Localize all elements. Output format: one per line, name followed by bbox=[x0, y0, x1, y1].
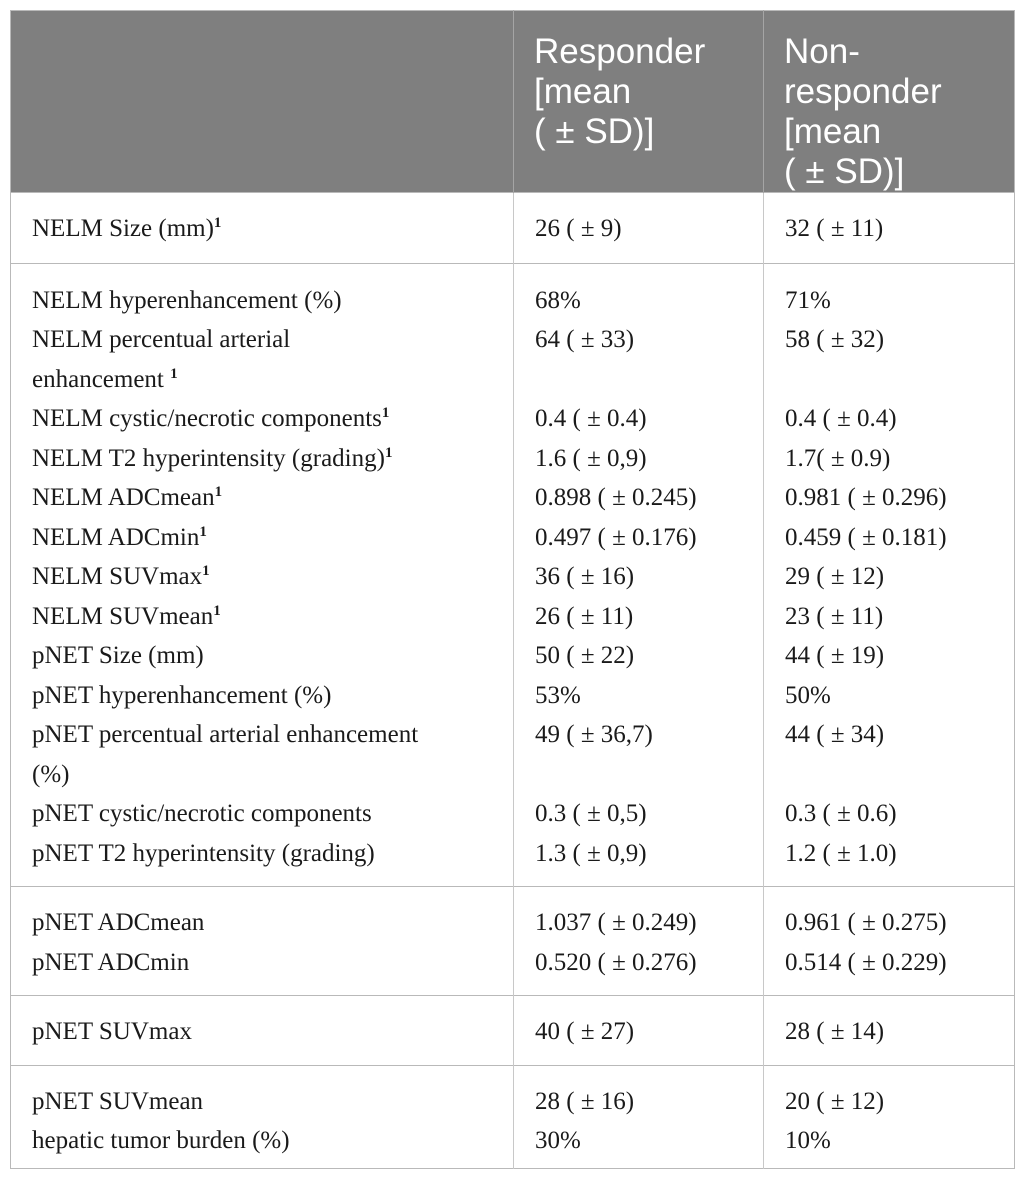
responder-value: 36 ( ± 16) bbox=[535, 563, 635, 590]
nonresponder-value: 0.4 ( ± 0.4) bbox=[785, 405, 897, 432]
row-spacer bbox=[785, 360, 1004, 400]
nonresponder-value: 1.2 ( ± 1.0) bbox=[785, 839, 897, 867]
responder-cell bbox=[514, 263, 764, 887]
nonresponder-value: 0.459 ( ± 0.181) bbox=[785, 523, 947, 551]
responder-value: 0.3 ( ± 0,5) bbox=[535, 800, 647, 827]
parameter-label-text: NELM Size (mm) bbox=[32, 215, 214, 242]
row-spacer bbox=[535, 755, 753, 795]
parameter-label bbox=[32, 1012, 503, 1052]
parameter-label bbox=[32, 834, 503, 874]
table-row-group bbox=[11, 1065, 1015, 1168]
parameter-label bbox=[32, 518, 503, 558]
parameter-label bbox=[32, 439, 503, 479]
footnote-marker: 1 bbox=[214, 484, 223, 500]
table-row-group bbox=[11, 193, 1015, 264]
responder-cell bbox=[514, 996, 764, 1066]
responder-value: 30% bbox=[535, 1127, 581, 1154]
parameter-label-text: NELM ADCmin bbox=[32, 523, 200, 551]
parameter-label-text: pNET SUVmean bbox=[32, 1087, 204, 1115]
responder-value: 53% bbox=[535, 681, 581, 709]
parameter-label-text: pNET T2 hyperintensity (grading) bbox=[32, 839, 375, 867]
parameter-label-text: NELM SUVmax bbox=[32, 563, 203, 590]
parameter-label bbox=[32, 281, 503, 321]
row-spacer bbox=[785, 755, 1004, 795]
parameter-cell bbox=[11, 887, 514, 996]
parameter-label bbox=[32, 636, 503, 676]
parameter-label-text: NELM ADCmean bbox=[32, 484, 215, 511]
responder-value: 0.520 ( ± 0.276) bbox=[535, 948, 697, 976]
footnote-marker: 1 bbox=[213, 215, 222, 231]
parameter-cell bbox=[11, 193, 514, 264]
responder-cell bbox=[514, 887, 764, 996]
footnote-marker: 1 bbox=[170, 365, 178, 382]
table-row-group bbox=[11, 996, 1015, 1066]
responder-value: 26 ( ± 9) bbox=[535, 215, 622, 242]
footnote-marker: 1 bbox=[213, 602, 221, 619]
nonresponder-value: 0.3 ( ± 0.6) bbox=[785, 800, 897, 827]
nonresponder-cell bbox=[764, 887, 1015, 996]
header-parameter bbox=[11, 11, 514, 193]
parameter-label-text: pNET Size (mm) bbox=[32, 642, 204, 669]
nonresponder-value: 0.514 ( ± 0.229) bbox=[785, 948, 947, 976]
parameter-label: NELM percentual arterial bbox=[32, 326, 291, 353]
parameter-label-text: NELM cystic/necrotic components bbox=[32, 405, 382, 432]
parameter-label-text: NELM T2 hyperintensity (grading) bbox=[32, 444, 385, 472]
row-spacer bbox=[535, 360, 753, 400]
responder-cell bbox=[514, 1065, 764, 1168]
parameter-label-text: NELM SUVmean bbox=[32, 602, 214, 630]
table-row-group bbox=[11, 887, 1015, 996]
results-table bbox=[10, 10, 1015, 1169]
parameter-label bbox=[32, 1082, 503, 1122]
nonresponder-value: 32 ( ± 11) bbox=[785, 215, 884, 242]
parameter-cell bbox=[11, 1065, 514, 1168]
parameter-label-text: enhancement bbox=[32, 365, 171, 393]
responder-value: 64 ( ± 33) bbox=[535, 326, 635, 353]
parameter-cell bbox=[11, 263, 514, 887]
nonresponder-value: 0.981 ( ± 0.296) bbox=[785, 484, 947, 511]
parameter-label bbox=[32, 597, 503, 637]
parameter-label-text: pNET cystic/necrotic components bbox=[32, 800, 372, 827]
responder-value: 50 ( ± 22) bbox=[535, 642, 635, 669]
nonresponder-value: 71% bbox=[785, 286, 831, 314]
responder-value: 49 ( ± 36,7) bbox=[535, 721, 653, 748]
responder-value: 0.898 ( ± 0.245) bbox=[535, 484, 697, 511]
table-row-group bbox=[11, 263, 1015, 887]
header-nonresponder: Non- responder [mean ( ± SD)] bbox=[764, 11, 1015, 193]
parameter-cell bbox=[11, 996, 514, 1066]
parameter-label bbox=[32, 209, 503, 249]
parameter-label-text: pNET ADCmean bbox=[32, 909, 205, 936]
parameter-label bbox=[32, 557, 503, 597]
nonresponder-value: 50% bbox=[785, 681, 831, 709]
parameter-label bbox=[32, 943, 503, 983]
parameter-label bbox=[32, 794, 503, 834]
parameter-label-text: (%) bbox=[32, 760, 70, 788]
nonresponder-value: 20 ( ± 12) bbox=[785, 1087, 885, 1115]
responder-value: 1.037 ( ± 0.249) bbox=[535, 909, 697, 936]
parameter-label bbox=[32, 676, 503, 716]
parameter-label bbox=[32, 399, 503, 439]
parameter-label-continued bbox=[32, 755, 503, 795]
parameter-label bbox=[32, 478, 503, 518]
responder-value: 0.4 ( ± 0.4) bbox=[535, 405, 647, 432]
parameter-label-text: pNET ADCmin bbox=[32, 948, 190, 976]
responder-value: 68% bbox=[535, 286, 581, 314]
parameter-label-text: pNET SUVmax bbox=[32, 1018, 192, 1045]
nonresponder-cell bbox=[764, 193, 1015, 264]
responder-value: 28 ( ± 16) bbox=[535, 1087, 635, 1115]
table-body bbox=[11, 193, 1015, 1169]
nonresponder-value: 29 ( ± 12) bbox=[785, 563, 885, 590]
footnote-marker: 1 bbox=[381, 405, 390, 421]
nonresponder-cell bbox=[764, 996, 1015, 1066]
responder-value: 0.497 ( ± 0.176) bbox=[535, 523, 697, 551]
nonresponder-value: 1.7( ± 0.9) bbox=[785, 444, 891, 472]
header-responder: Responder [mean ( ± SD)] bbox=[514, 11, 764, 193]
nonresponder-value: 10% bbox=[785, 1127, 831, 1154]
nonresponder-value: 23 ( ± 11) bbox=[785, 602, 884, 630]
parameter-label bbox=[32, 903, 503, 943]
nonresponder-cell bbox=[764, 1065, 1015, 1168]
nonresponder-value: 0.961 ( ± 0.275) bbox=[785, 909, 947, 936]
responder-cell bbox=[514, 193, 764, 264]
nonresponder-value: 44 ( ± 34) bbox=[785, 721, 885, 748]
nonresponder-value: 44 ( ± 19) bbox=[785, 642, 885, 669]
footnote-marker: 1 bbox=[202, 563, 210, 579]
footnote-marker: 1 bbox=[199, 523, 207, 540]
nonresponder-cell bbox=[764, 263, 1015, 887]
nonresponder-value: 58 ( ± 32) bbox=[785, 326, 885, 353]
parameter-label-continued bbox=[32, 360, 503, 400]
parameter-label: pNET percentual arterial enhancement bbox=[32, 721, 419, 748]
responder-value: 1.3 ( ± 0,9) bbox=[535, 839, 647, 867]
parameter-label-text: NELM hyperenhancement (%) bbox=[32, 286, 342, 314]
header-row bbox=[11, 11, 1015, 193]
parameter-label-text: hepatic tumor burden (%) bbox=[32, 1127, 290, 1154]
responder-value: 26 ( ± 11) bbox=[535, 602, 634, 630]
responder-value: 1.6 ( ± 0,9) bbox=[535, 444, 647, 472]
nonresponder-value: 28 ( ± 14) bbox=[785, 1018, 885, 1045]
responder-value: 40 ( ± 27) bbox=[535, 1018, 635, 1045]
parameter-label-text: pNET hyperenhancement (%) bbox=[32, 681, 332, 709]
parameter-label bbox=[32, 1121, 503, 1161]
footnote-marker: 1 bbox=[384, 444, 393, 461]
